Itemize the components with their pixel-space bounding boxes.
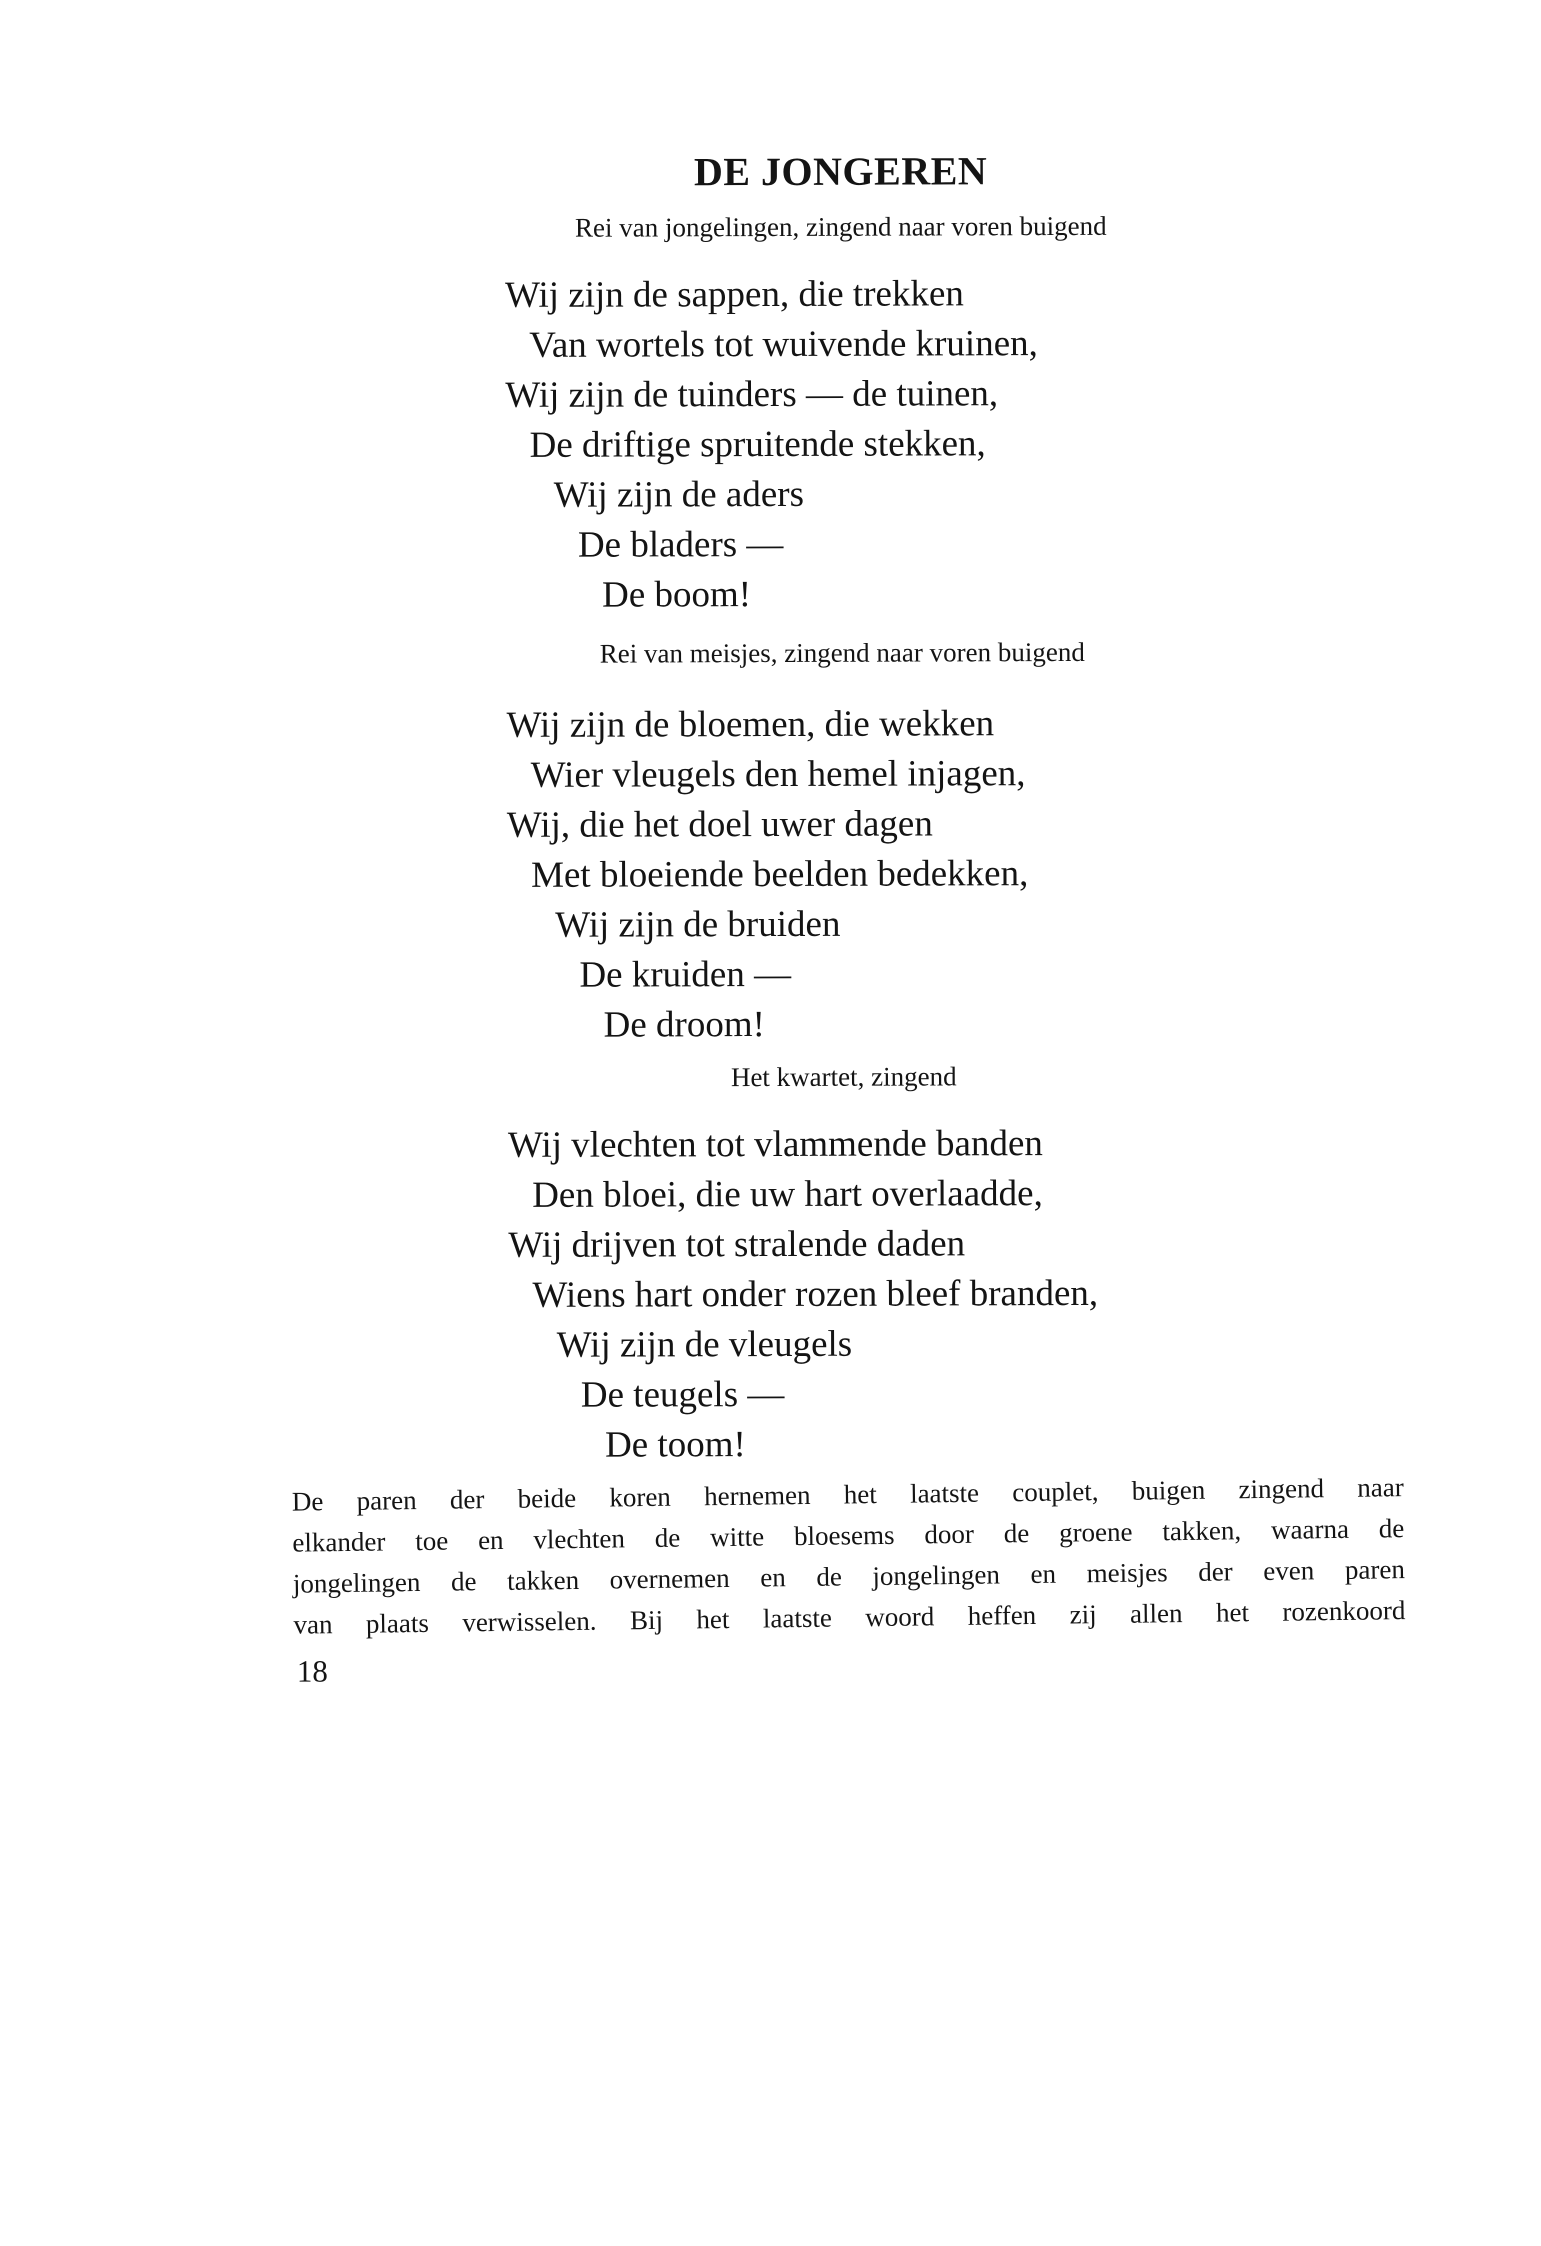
stanza-jongelingen (505, 268, 1406, 621)
poem-line: Wij drijven tot stralende daden (508, 1223, 966, 1266)
closing-line: van plaats verwisselen. Bij het laatste woord heffen zij allen het rozenkoord (293, 1595, 1406, 1640)
poem-line: Wij zijn de aders (553, 473, 805, 516)
closing-line: elkander toe en vlechten de witte bloesems door de groene takken, waarna de (292, 1513, 1405, 1558)
poem-line: Wij, die het doel uwer dagen (506, 803, 933, 846)
closing-line: De paren der beide koren hernemen het laatste couplet, buigen zingend naar (291, 1472, 1404, 1517)
stanza-meisjes (506, 698, 1407, 1051)
poem-line: Van wortels tot wuivende kruinen, (529, 323, 1038, 366)
stanza-kwartet (508, 1118, 1409, 1471)
poem-line: De droom! (603, 1004, 765, 1046)
poem-line: Wiens hart onder rozen bleef branden, (532, 1272, 1099, 1316)
stage-direction-kwartet: Het kwartet, zingend (730, 1061, 957, 1093)
poem-line: Wij zijn de tuinders — de tuinen, (505, 373, 999, 416)
poem-line: Den bloei, die uw hart overlaadde, (532, 1173, 1043, 1216)
stage-direction-jongelingen: Rei van jongelingen, zingend naar voren buigend (574, 210, 1107, 243)
poem-title: DE JONGEREN (693, 148, 988, 195)
poem-line: Wij zijn de sappen, die trekken (504, 273, 964, 316)
poem-line: Met bloeiende beelden bedekken, (530, 853, 1029, 896)
closing-line: jongelingen de takken overnemen en de jongelingen en meisjes der even paren (292, 1554, 1406, 1599)
poem-line: Wij zijn de bruiden (555, 903, 841, 946)
poem-line: De bladers — (577, 523, 784, 566)
page-number: 18 (296, 1653, 328, 1689)
poem-line: Wij zijn de bloemen, die wekken (506, 703, 995, 746)
poem-line: De toom! (604, 1424, 746, 1466)
poem-line: De teugels — (580, 1373, 785, 1416)
poem-line: De boom! (602, 574, 752, 616)
poem-line: Wij vlechten tot vlammende banden (507, 1123, 1043, 1166)
poem-line: Wij zijn de vleugels (556, 1323, 853, 1366)
closing-stage-direction (292, 1467, 1406, 1646)
stage-direction-meisjes: Rei van meisjes, zingend naar voren buigend (599, 636, 1085, 669)
poem-line: De kruiden — (579, 953, 792, 996)
poem-line: Wier vleugels den hemel injagen, (530, 753, 1026, 796)
poem-line: De driftige spruitende stekken, (529, 423, 986, 466)
